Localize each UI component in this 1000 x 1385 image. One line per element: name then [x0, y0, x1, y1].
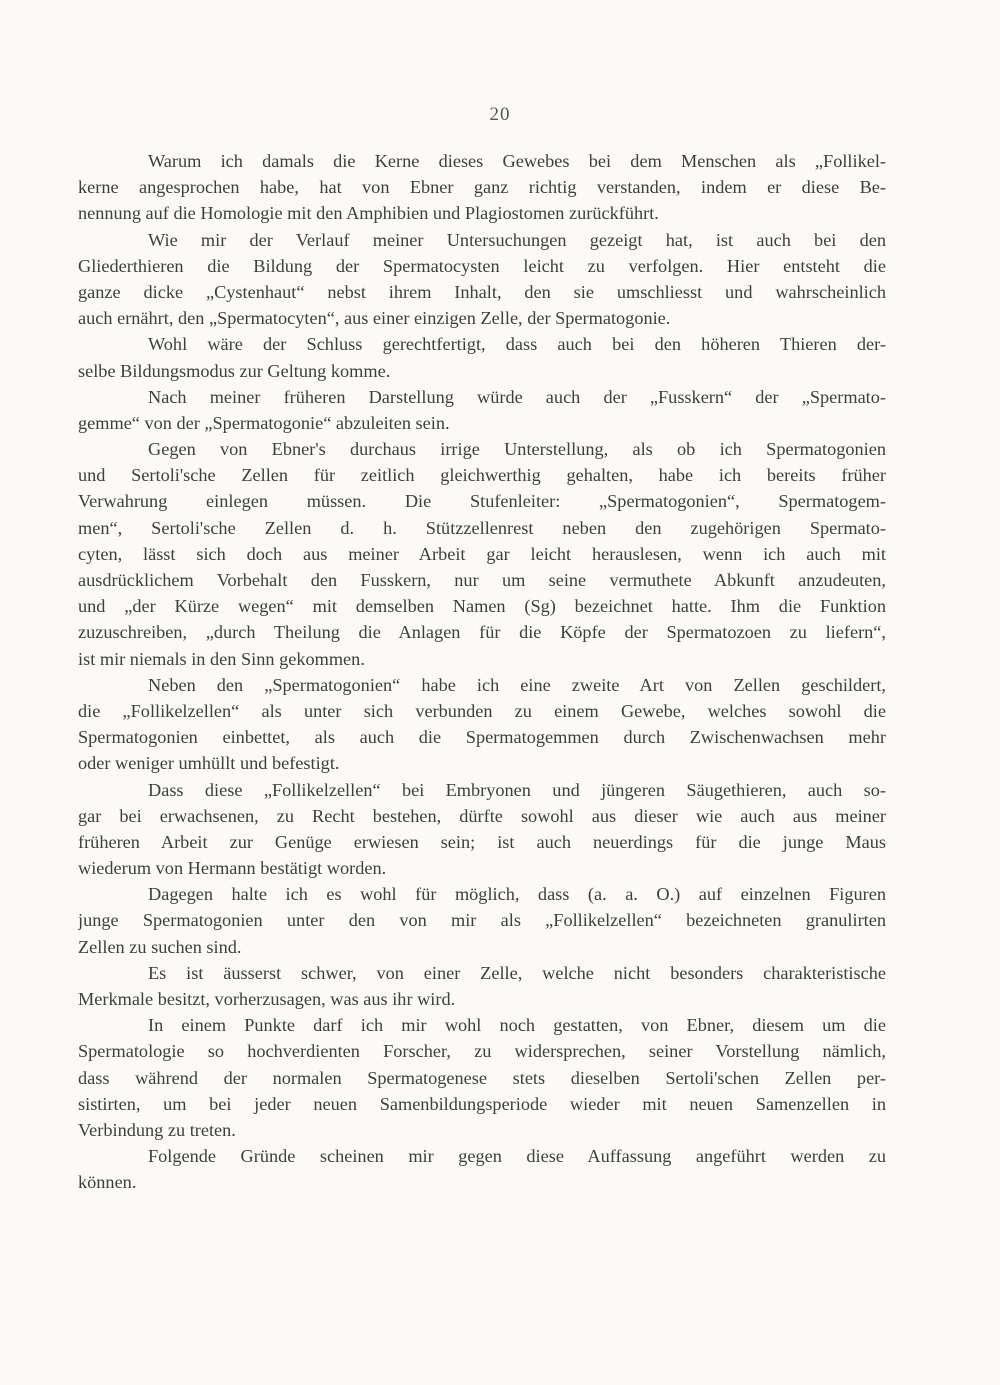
- text-line: Gliederthieren die Bildung der Spermatocysten leicht zu verfolgen. Hier entsteht die: [78, 255, 886, 276]
- text-line: auch ernährt, den „Spermatocyten“, aus einer einzigen Zelle, der Spermatogonie.: [78, 308, 671, 329]
- text-line: Verwahrung einlegen müssen. Die Stufenleiter: „Spermatogonien“, Spermatogem-: [78, 491, 886, 512]
- text-line: junge Spermatogonien unter den von mir als „Follikelzellen“ bezeichneten granulirten: [78, 910, 886, 931]
- text-line: Gegen von Ebner's durchaus irrige Unterstellung, als ob ich Spermatogonien: [148, 439, 886, 460]
- text-line: sistirten, um bei jeder neuen Samenbildungsperiode wieder mit neuen Samenzellen in: [78, 1093, 886, 1114]
- text-line: kerne angesprochen habe, hat von Ebner ganz richtig verstanden, indem er diese Be-: [78, 177, 886, 198]
- text-line: nennung auf die Homologie mit den Amphibien und Plagiostomen zurückführt.: [78, 203, 659, 224]
- text-line: Neben den „Spermatogonien“ habe ich eine zweite Art von Zellen geschildert,: [148, 674, 886, 695]
- text-line: ganze dicke „Cystenhaut“ nebst ihrem Inhalt, den sie umschliesst und wahrscheinlich: [78, 281, 886, 302]
- text-line: Zellen zu suchen sind.: [78, 936, 242, 957]
- text-line: Verbindung zu treten.: [78, 1119, 236, 1140]
- text-line: ausdrücklichem Vorbehalt den Fusskern, nur um seine vermuthete Abkunft anzudeuten,: [78, 570, 886, 590]
- text-line: können.: [78, 1172, 137, 1193]
- text-line: und Sertoli'sche Zellen für zeitlich gleichwerthig gehalten, habe ich bereits früher: [78, 465, 886, 486]
- text-line: Wohl wäre der Schluss gerechtfertigt, dass auch bei den höheren Thieren der-: [148, 334, 886, 355]
- text-line: Folgende Gründe scheinen mir gegen diese Auffassung angeführt werden zu: [148, 1146, 886, 1167]
- text-line: Warum ich damals die Kerne dieses Gewebes bei dem Menschen als „Follikel-: [148, 151, 886, 171]
- text-line: ist mir niemals in den Sinn gekommen.: [78, 648, 365, 669]
- text-line: cyten, lässt sich doch aus meiner Arbeit gar leicht herauslesen, wenn ich auch mit: [78, 543, 886, 564]
- text-line: zuzuschreiben, „durch Theilung die Anlagen für die Köpfe der Spermatozoen zu liefern“,: [78, 622, 886, 643]
- text-line: In einem Punkte darf ich mir wohl noch gestatten, von Ebner, diesem um die: [148, 1015, 886, 1036]
- text-line: selbe Bildungsmodus zur Geltung komme.: [78, 360, 391, 381]
- text-line: gemme“ von der „Spermatogonie“ abzuleiten sein.: [78, 412, 450, 433]
- text-line: und „der Kürze wegen“ mit demselben Namen (Sg) bezeichnet hatte. Ihm die Funktion: [78, 596, 886, 617]
- text-line: Dagegen halte ich es wohl für möglich, dass (a. a. O.) auf einzelnen Figuren: [148, 884, 886, 905]
- body-text: [78, 148, 886, 1196]
- text-line: men“, Sertoli'sche Zellen d. h. Stützzellenrest neben den zugehörigen Spermato-: [78, 517, 886, 538]
- text-line: gar bei erwachsenen, zu Recht bestehen, dürfte sowohl aus dieser wie auch aus meiner: [78, 805, 886, 826]
- text-line: die „Follikelzellen“ als unter sich verbunden zu einem Gewebe, welches sowohl die: [78, 700, 886, 721]
- text-line: wiederum von Hermann bestätigt worden.: [78, 858, 387, 879]
- page-number: 20: [489, 104, 511, 125]
- text-line: Wie mir der Verlauf meiner Untersuchungen gezeigt hat, ist auch bei den: [148, 229, 886, 250]
- text-line: Spermatogonien einbettet, als auch die Spermatogemmen durch Zwischenwachsen mehr: [78, 727, 886, 748]
- text-line: Spermatologie so hochverdienten Forscher, zu widersprechen, seiner Vorstellung nämlich,: [78, 1041, 886, 1062]
- text-line: Merkmale besitzt, vorherzusagen, was aus ihr wird.: [78, 989, 456, 1009]
- text-line: dass während der normalen Spermatogenese stets dieselben Sertoli'schen Zellen per-: [78, 1067, 886, 1088]
- text-line: Dass diese „Follikelzellen“ bei Embryonen und jüngeren Säugethieren, auch so-: [148, 779, 886, 800]
- text-line: oder weniger umhüllt und befestigt.: [78, 753, 340, 774]
- text-line: Nach meiner früheren Darstellung würde auch der „Fusskern“ der „Spermato-: [148, 386, 886, 407]
- text-line: Es ist äusserst schwer, von einer Zelle, welche nicht besonders charakteristische: [148, 962, 886, 983]
- text-line: früheren Arbeit zur Genüge erwiesen sein; ist auch neuerdings für die junge Maus: [78, 831, 886, 852]
